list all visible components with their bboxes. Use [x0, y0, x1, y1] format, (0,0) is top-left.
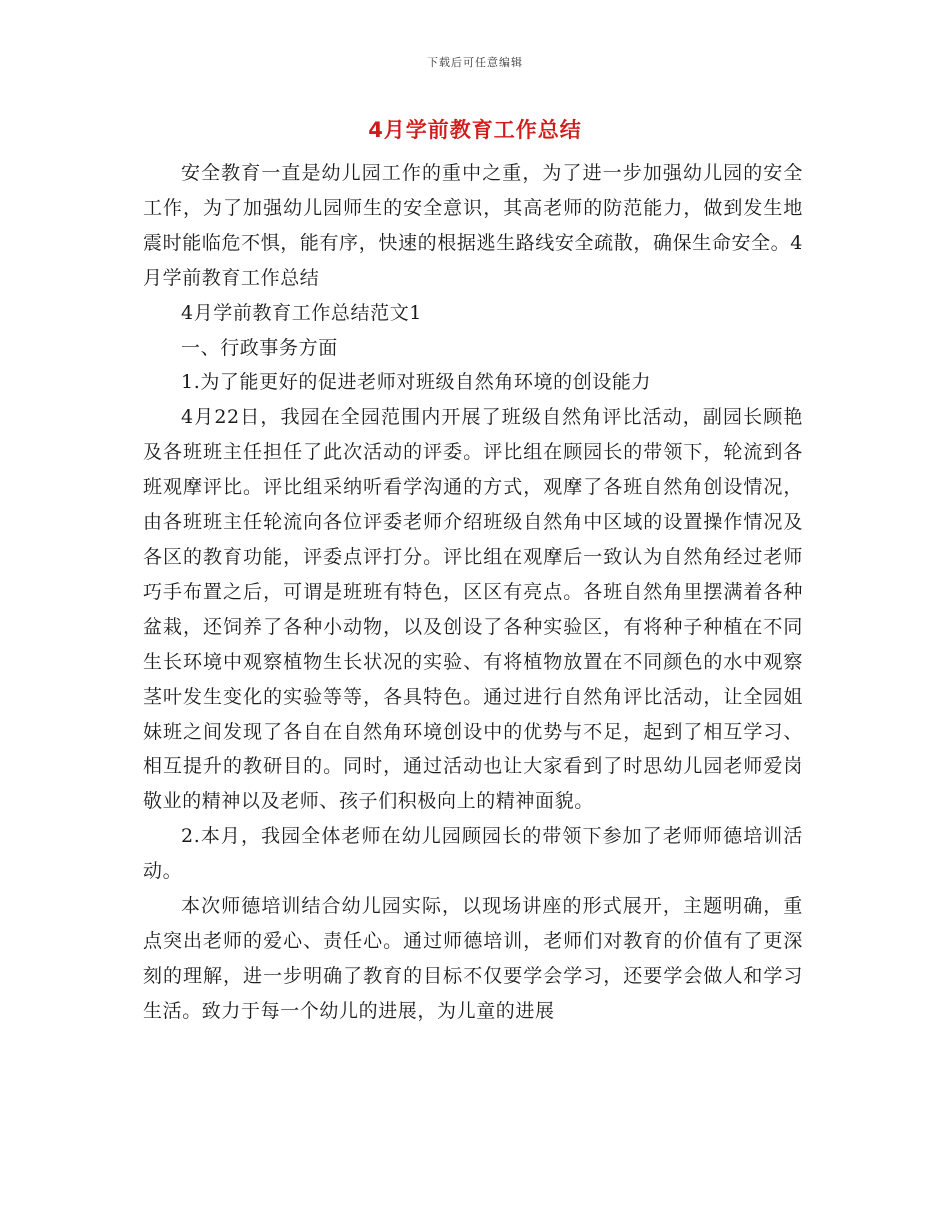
- paragraph-sample-heading: 4月学前教育工作总结范文1: [181, 301, 422, 324]
- paragraph-ethics-training: 本次师德培训结合幼儿园实际，以现场讲座的形式展开，主题明确，重点突出老师的爱心、责任心。通过师德培训，老师们对教育的价值有了更深刻的理解，进一步明确了教育的目标不仅要学会学习，还要学会做人和学习生活。致力于每一个幼儿的进展，为儿童的进展: [143, 895, 803, 1022]
- page-header-note: 下载后可任意编辑: [427, 56, 523, 69]
- paragraph-nature-corner: 4月22日，我园在全园范围内开展了班级自然角评比活动，副园长顾艳及各班班主任担任了此次活动的评委。评比组在顾园长的带领下，轮流到各班观摩评比。评比组采纳听看学沟通的方式，观摩了各班自然角创设情况，由各班班主任轮流向各位评委老师介绍班级自然角中区域的设置操作情况及各区的教育功能，评委点评打分。评比组在观摩后一致认为自然角经过老师巧手布置之后，可谓是班班有特色，区区有亮点。各班自然角里摆满着各种盆栽，还饲养了各种小动物，以及创设了各种实验区，有将种子种植在不同生长环境中观察植物生长状况的实验、有将植物放置在不同颜色的水中观察茎叶发生变化的实验等等，各具特色。通过进行自然角评比活动，让全园姐妹班之间发现了各自在自然角环境创设中的优势与不足，起到了相互学习、相互提升的教研目的。同时，通过活动也让大家看到了时思幼儿园老师爱岗敬业的精神以及老师、孩子们积极向上的精神面貌。: [143, 406, 803, 813]
- paragraph-intro: 安全教育一直是幼儿园工作的重中之重，为了进一步加强幼儿园的安全工作，为了加强幼儿园师生的安全意识，其高老师的防范能力，做到发生地震时能临危不惧，能有序，快速的根据逃生路线安全疏散，确保生命安全。4月学前教育工作总结: [143, 162, 803, 289]
- document-body: [143, 156, 803, 1029]
- document-title: 4月学前教育工作总结: [368, 118, 582, 142]
- item-heading-2: 2.本月，我园全体老师在幼儿园顾园长的带领下参加了老师师德培训活动。: [143, 825, 803, 883]
- section-heading-admin: 一、行政事务方面: [181, 336, 338, 359]
- item-heading-1: 1.为了能更好的促进老师对班级自然角环境的创设能力: [181, 371, 652, 394]
